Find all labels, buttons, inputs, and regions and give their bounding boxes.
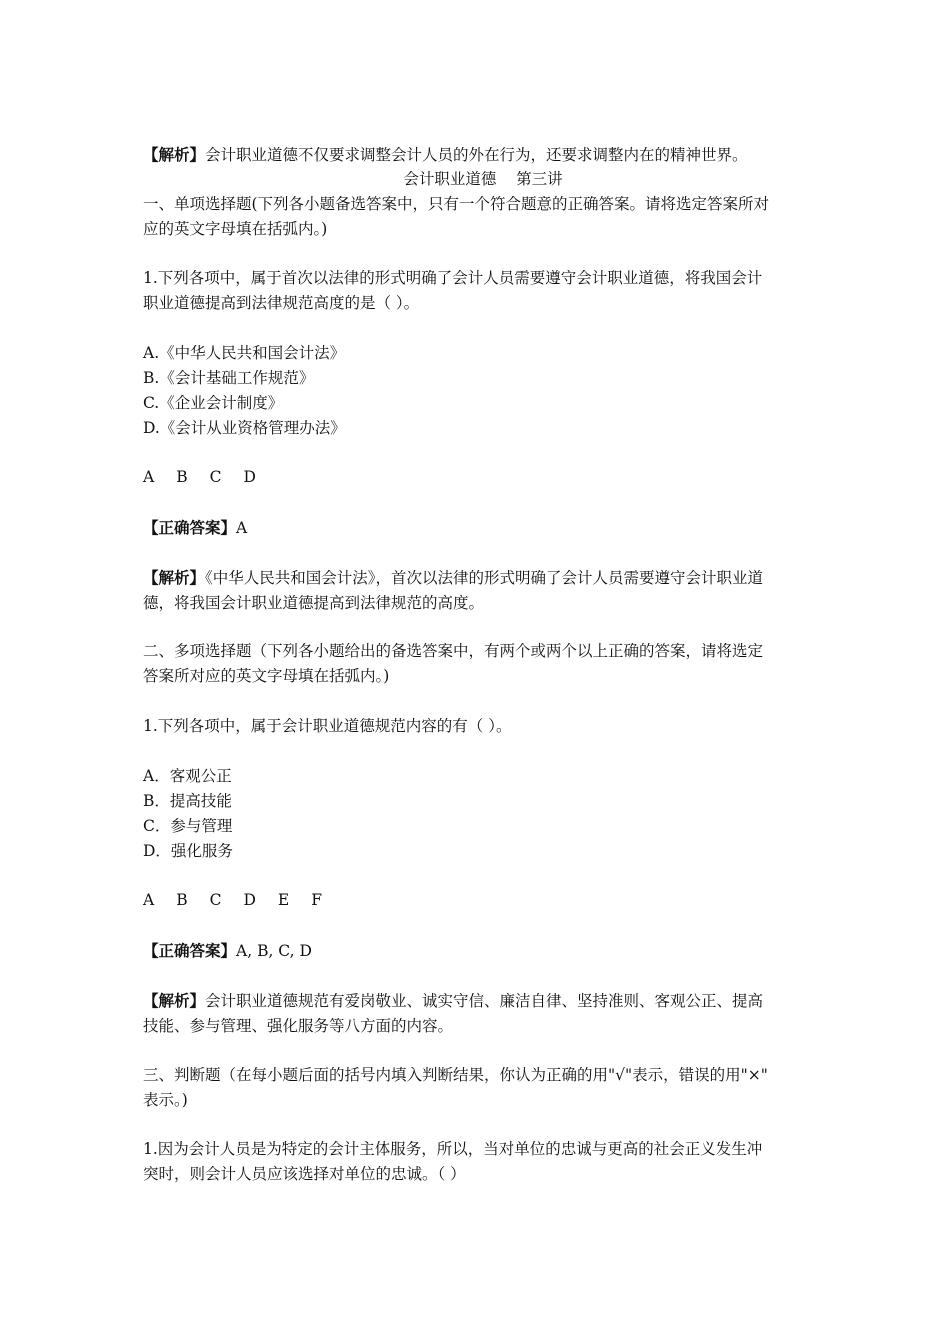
choice-f[interactable]: F: [311, 891, 322, 909]
lecture-title: 会计职业道德 第三讲: [403, 170, 563, 188]
question-line: 1.下列各项中，属于首次以法律的形式明确了会计人员需要遵守会计职业道德，将我国会计: [143, 269, 763, 287]
section1-answer: [143, 515, 823, 541]
section1-analysis: [143, 565, 823, 616]
section1-options: [143, 341, 823, 441]
analysis-tag: 【解析】: [143, 568, 206, 587]
answer-value: A, B, C, D: [236, 942, 312, 960]
heading-line: 三、判断题（在每小题后面的括号内填入判断结果，你认为正确的用"√"表示，错误的用"×": [143, 1066, 768, 1084]
section2-heading: [143, 639, 823, 689]
analysis-text: 会计职业道德不仅要求调整会计人员的外在行为，还要求调整内在的精神世界。: [205, 146, 748, 164]
option-a: A.《中华人民共和国会计法》: [143, 344, 346, 362]
section2-analysis: [143, 988, 823, 1039]
option-c: C.《企业会计制度》: [143, 394, 284, 412]
option-c: C．参与管理: [143, 817, 233, 835]
analysis-text: 德，将我国会计职业道德提高到法律规范的高度。: [143, 594, 485, 612]
choice-a[interactable]: A: [143, 468, 155, 486]
choice-a[interactable]: A: [143, 891, 155, 909]
heading-line: 二、多项选择题（下列各小题给出的备选答案中，有两个或两个以上正确的答案，请将选定: [143, 642, 764, 660]
question-line: 职业道德提高到法律规范高度的是（ ）。: [143, 294, 420, 312]
analysis-tag: 【解析】: [143, 145, 206, 164]
heading-line: 答案所对应的英文字母填在括弧内。): [143, 667, 390, 685]
section1-heading: [143, 192, 823, 242]
intro-analysis: [143, 142, 823, 168]
choice-d[interactable]: D: [243, 468, 256, 486]
section1-question: [143, 266, 823, 316]
answer-tag: 【正确答案】: [143, 941, 237, 960]
answer-tag: 【正确答案】: [143, 518, 237, 537]
answer-value: A: [236, 519, 248, 537]
choice-b[interactable]: B: [176, 468, 188, 486]
analysis-text: 《中华人民共和国会计法》，首次以法律的形式明确了会计人员需要遵守会计职业道: [205, 569, 764, 587]
analysis-text: 会计职业道德规范有爱岗敬业、诚实守信、廉洁自律、坚持准则、客观公正、提高: [205, 992, 764, 1010]
section2-options: [143, 764, 823, 864]
section3-heading: [143, 1063, 823, 1113]
choice-d[interactable]: D: [243, 891, 256, 909]
question-line: 1.因为会计人员是为特定的会计主体服务，所以，当对单位的忠诚与更高的社会正义发生冲: [143, 1140, 763, 1158]
option-d: D．强化服务: [143, 842, 233, 860]
analysis-tag: 【解析】: [143, 991, 206, 1010]
option-b: B.《会计基础工作规范》: [143, 369, 315, 387]
choice-c[interactable]: C: [209, 891, 222, 909]
option-d: D.《会计从业资格管理办法》: [143, 419, 346, 437]
section2-choices: [143, 888, 823, 913]
option-b: B．提高技能: [143, 792, 232, 810]
heading-line: 应的英文字母填在括弧内。): [143, 220, 328, 238]
section3-question: [143, 1137, 823, 1187]
choice-e[interactable]: E: [277, 891, 290, 909]
question-line: 1.下列各项中，属于会计职业道德规范内容的有（ ）。: [143, 717, 512, 735]
choice-b[interactable]: B: [176, 891, 188, 909]
section2-answer: [143, 938, 823, 964]
section2-question: [143, 714, 823, 739]
heading-line: 表示。): [143, 1091, 188, 1109]
section1-choices: [143, 465, 823, 490]
heading-line: 一、单项选择题(下列各小题备选答案中，只有一个符合题意的正确答案。请将选定答案所对: [143, 195, 770, 213]
question-line: 突时，则会计人员应该选择对单位的忠诚。（ ）: [143, 1165, 466, 1183]
analysis-text: 技能、参与管理、强化服务等八方面的内容。: [143, 1017, 454, 1035]
option-a: A．客观公正: [143, 767, 232, 785]
choice-c[interactable]: C: [209, 468, 222, 486]
